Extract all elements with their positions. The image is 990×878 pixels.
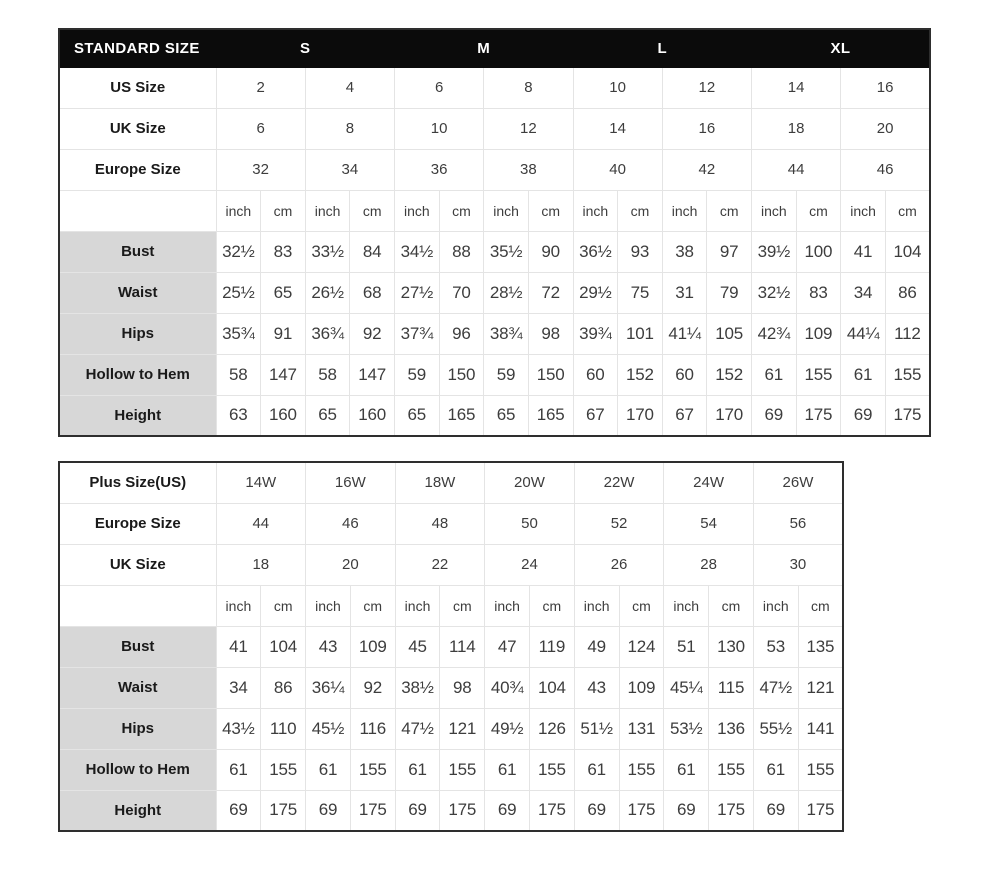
measure-cell: 131	[619, 708, 664, 749]
size-cell: 12	[662, 67, 751, 108]
measure-cell: 79	[707, 272, 752, 313]
measure-cell: 25½	[216, 272, 261, 313]
size-cell: 50	[485, 503, 575, 544]
measure-cell: 32½	[216, 231, 261, 272]
measure-cell: 165	[528, 395, 573, 436]
measure-cell: 136	[709, 708, 754, 749]
measure-cell: 90	[528, 231, 573, 272]
measure-cell: 101	[618, 313, 663, 354]
measure-cell: 165	[439, 395, 484, 436]
size-row	[59, 108, 930, 149]
measure-cell: 43	[306, 626, 351, 667]
size-cell: 18	[216, 544, 306, 585]
size-cell: 26	[574, 544, 664, 585]
measure-cell: 150	[528, 354, 573, 395]
size-cell: 16W	[306, 462, 396, 503]
measure-cell: 61	[753, 749, 798, 790]
unit-cell: cm	[440, 585, 485, 626]
measure-cell: 170	[707, 395, 752, 436]
unit-cell: cm	[350, 585, 395, 626]
size-cell: 14	[573, 108, 662, 149]
measure-cell: 49	[574, 626, 619, 667]
measure-cell: 26½	[305, 272, 350, 313]
measure-cell: 175	[885, 395, 930, 436]
size-cell: 24W	[664, 462, 754, 503]
measure-cell: 32½	[752, 272, 797, 313]
measure-cell: 96	[439, 313, 484, 354]
size-cell: 10	[573, 67, 662, 108]
measure-cell: 104	[885, 231, 930, 272]
size-cell: 42	[662, 149, 751, 190]
measure-cell: 49½	[485, 708, 530, 749]
measure-cell: 116	[350, 708, 395, 749]
size-cell: 44	[752, 149, 841, 190]
measure-cell: 43½	[216, 708, 261, 749]
unit-row-spacer	[59, 585, 216, 626]
size-group-l: L	[573, 29, 752, 67]
size-row	[59, 544, 843, 585]
measure-cell: 60	[662, 354, 707, 395]
size-cell: 8	[484, 67, 573, 108]
measure-cell: 155	[619, 749, 664, 790]
measure-cell: 35¾	[216, 313, 261, 354]
measure-cell: 175	[529, 790, 574, 831]
size-row	[59, 462, 843, 503]
measure-cell: 175	[796, 395, 841, 436]
size-cell: 18	[752, 108, 841, 149]
measure-cell: 126	[529, 708, 574, 749]
measure-cell: 72	[528, 272, 573, 313]
unit-cell: inch	[753, 585, 798, 626]
unit-cell: cm	[707, 190, 752, 231]
size-cell: 18W	[395, 462, 485, 503]
measure-cell: 121	[440, 708, 485, 749]
measure-cell: 29½	[573, 272, 618, 313]
measure-cell: 53	[753, 626, 798, 667]
measure-cell: 69	[485, 790, 530, 831]
unit-cell: inch	[395, 190, 440, 231]
unit-cell: cm	[796, 190, 841, 231]
measure-row	[59, 749, 843, 790]
measure-cell: 31	[662, 272, 707, 313]
row-label: US Size	[59, 67, 216, 108]
size-cell: 40	[573, 149, 662, 190]
size-cell: 20	[306, 544, 396, 585]
measure-row	[59, 667, 843, 708]
unit-cell: inch	[485, 585, 530, 626]
measure-cell: 69	[216, 790, 261, 831]
measure-cell: 83	[796, 272, 841, 313]
size-cell: 16	[841, 67, 930, 108]
row-label: Waist	[59, 667, 216, 708]
plus-table-body	[59, 462, 843, 831]
row-label: Height	[59, 395, 216, 436]
row-label: UK Size	[59, 544, 216, 585]
unit-cell: cm	[439, 190, 484, 231]
measure-cell: 41	[841, 231, 886, 272]
measure-cell: 152	[707, 354, 752, 395]
measure-cell: 160	[261, 395, 306, 436]
measure-cell: 119	[529, 626, 574, 667]
measure-cell: 98	[528, 313, 573, 354]
measure-cell: 147	[261, 354, 306, 395]
measure-cell: 88	[439, 231, 484, 272]
measure-cell: 69	[664, 790, 709, 831]
measure-cell: 45¼	[664, 667, 709, 708]
unit-cell: cm	[798, 585, 843, 626]
size-cell: 56	[753, 503, 843, 544]
unit-cell: inch	[306, 585, 351, 626]
unit-cell: cm	[261, 585, 306, 626]
size-cell: 52	[574, 503, 664, 544]
measure-cell: 36¾	[305, 313, 350, 354]
measure-cell: 92	[350, 313, 395, 354]
row-label: Europe Size	[59, 503, 216, 544]
measure-cell: 27½	[395, 272, 440, 313]
measure-cell: 61	[485, 749, 530, 790]
unit-cell: cm	[261, 190, 306, 231]
measure-row	[59, 626, 843, 667]
standard-size-title: STANDARD SIZE	[59, 29, 216, 67]
size-cell: 20	[841, 108, 930, 149]
row-label: UK Size	[59, 108, 216, 149]
size-cell: 10	[395, 108, 484, 149]
size-cell: 16	[662, 108, 751, 149]
unit-cell: cm	[709, 585, 754, 626]
row-label: Europe Size	[59, 149, 216, 190]
plus-size-table	[58, 461, 844, 832]
measure-row	[59, 708, 843, 749]
measure-cell: 60	[573, 354, 618, 395]
measure-cell: 65	[395, 395, 440, 436]
measure-row	[59, 790, 843, 831]
measure-cell: 61	[752, 354, 797, 395]
row-label: Hips	[59, 708, 216, 749]
measure-cell: 92	[350, 667, 395, 708]
size-row	[59, 503, 843, 544]
row-label: Waist	[59, 272, 216, 313]
measure-cell: 155	[796, 354, 841, 395]
measure-cell: 69	[306, 790, 351, 831]
size-cell: 54	[664, 503, 754, 544]
size-cell: 4	[305, 67, 394, 108]
row-label: Bust	[59, 231, 216, 272]
size-cell: 20W	[485, 462, 575, 503]
measure-cell: 93	[618, 231, 663, 272]
size-row	[59, 67, 930, 108]
measure-cell: 55½	[753, 708, 798, 749]
size-cell: 14	[752, 67, 841, 108]
measure-cell: 70	[439, 272, 484, 313]
measure-cell: 53½	[664, 708, 709, 749]
measure-cell: 114	[440, 626, 485, 667]
measure-cell: 47½	[395, 708, 440, 749]
unit-cell: cm	[618, 190, 663, 231]
measure-cell: 41	[216, 626, 261, 667]
measure-cell: 135	[798, 626, 843, 667]
measure-cell: 68	[350, 272, 395, 313]
measure-cell: 63	[216, 395, 261, 436]
measure-cell: 155	[885, 354, 930, 395]
unit-cell: inch	[573, 190, 618, 231]
row-label: Hips	[59, 313, 216, 354]
measure-cell: 121	[798, 667, 843, 708]
measure-row	[59, 272, 930, 313]
unit-cell: inch	[574, 585, 619, 626]
measure-cell: 33½	[305, 231, 350, 272]
measure-cell: 34	[216, 667, 261, 708]
measure-cell: 160	[350, 395, 395, 436]
size-cell: 14W	[216, 462, 306, 503]
size-cell: 6	[395, 67, 484, 108]
measure-cell: 112	[885, 313, 930, 354]
measure-cell: 61	[574, 749, 619, 790]
measure-row	[59, 395, 930, 436]
measure-cell: 40¾	[485, 667, 530, 708]
measure-cell: 61	[841, 354, 886, 395]
measure-cell: 69	[395, 790, 440, 831]
measure-cell: 141	[798, 708, 843, 749]
measure-cell: 34½	[395, 231, 440, 272]
measure-cell: 38½	[395, 667, 440, 708]
measure-cell: 47	[485, 626, 530, 667]
unit-row	[59, 190, 930, 231]
measure-cell: 147	[350, 354, 395, 395]
measure-cell: 59	[484, 354, 529, 395]
size-cell: 26W	[753, 462, 843, 503]
measure-cell: 86	[261, 667, 306, 708]
size-cell: 12	[484, 108, 573, 149]
unit-cell: inch	[664, 585, 709, 626]
measure-cell: 51	[664, 626, 709, 667]
measure-cell: 91	[261, 313, 306, 354]
size-cell: 28	[664, 544, 754, 585]
unit-cell: inch	[395, 585, 440, 626]
size-group-m: M	[395, 29, 574, 67]
size-row	[59, 149, 930, 190]
measure-cell: 84	[350, 231, 395, 272]
measure-cell: 59	[395, 354, 440, 395]
measure-cell: 105	[707, 313, 752, 354]
measure-cell: 42¾	[752, 313, 797, 354]
measure-cell: 61	[216, 749, 261, 790]
measure-cell: 43	[574, 667, 619, 708]
measure-cell: 83	[261, 231, 306, 272]
measure-cell: 104	[261, 626, 306, 667]
measure-cell: 155	[440, 749, 485, 790]
unit-cell: cm	[528, 190, 573, 231]
unit-cell: cm	[350, 190, 395, 231]
measure-cell: 61	[306, 749, 351, 790]
measure-cell: 34	[841, 272, 886, 313]
measure-cell: 38	[662, 231, 707, 272]
unit-row	[59, 585, 843, 626]
size-cell: 6	[216, 108, 305, 149]
measure-cell: 175	[350, 790, 395, 831]
unit-row-spacer	[59, 190, 216, 231]
measure-cell: 152	[618, 354, 663, 395]
row-label: Hollow to Hem	[59, 354, 216, 395]
measure-cell: 39½	[752, 231, 797, 272]
measure-cell: 155	[798, 749, 843, 790]
standard-header-row	[59, 29, 930, 67]
measure-cell: 100	[796, 231, 841, 272]
measure-cell: 61	[664, 749, 709, 790]
measure-cell: 58	[305, 354, 350, 395]
measure-cell: 110	[261, 708, 306, 749]
measure-cell: 45½	[306, 708, 351, 749]
measure-cell: 155	[529, 749, 574, 790]
measure-cell: 67	[573, 395, 618, 436]
unit-cell: inch	[216, 190, 261, 231]
measure-cell: 170	[618, 395, 663, 436]
measure-cell: 97	[707, 231, 752, 272]
row-label: Plus Size(US)	[59, 462, 216, 503]
measure-cell: 150	[439, 354, 484, 395]
row-label: Hollow to Hem	[59, 749, 216, 790]
measure-row	[59, 231, 930, 272]
measure-cell: 155	[709, 749, 754, 790]
size-cell: 32	[216, 149, 305, 190]
size-cell: 36	[395, 149, 484, 190]
measure-cell: 86	[885, 272, 930, 313]
unit-cell: inch	[752, 190, 797, 231]
measure-cell: 35½	[484, 231, 529, 272]
measure-cell: 175	[440, 790, 485, 831]
measure-cell: 155	[261, 749, 306, 790]
measure-cell: 28½	[484, 272, 529, 313]
measure-cell: 37¾	[395, 313, 440, 354]
measure-cell: 130	[709, 626, 754, 667]
standard-size-table	[58, 28, 931, 437]
measure-cell: 175	[798, 790, 843, 831]
measure-cell: 109	[619, 667, 664, 708]
size-cell: 48	[395, 503, 485, 544]
unit-cell: cm	[885, 190, 930, 231]
measure-cell: 69	[752, 395, 797, 436]
standard-table-body	[59, 67, 930, 436]
measure-cell: 175	[261, 790, 306, 831]
measure-cell: 109	[796, 313, 841, 354]
measure-cell: 67	[662, 395, 707, 436]
measure-cell: 65	[261, 272, 306, 313]
unit-cell: cm	[529, 585, 574, 626]
size-cell: 38	[484, 149, 573, 190]
unit-cell: inch	[305, 190, 350, 231]
measure-row	[59, 354, 930, 395]
measure-cell: 175	[619, 790, 664, 831]
measure-cell: 109	[350, 626, 395, 667]
measure-cell: 36½	[573, 231, 618, 272]
size-cell: 24	[485, 544, 575, 585]
measure-cell: 104	[529, 667, 574, 708]
measure-cell: 65	[305, 395, 350, 436]
measure-cell: 45	[395, 626, 440, 667]
size-cell: 46	[306, 503, 396, 544]
measure-cell: 98	[440, 667, 485, 708]
size-cell: 30	[753, 544, 843, 585]
unit-cell: inch	[662, 190, 707, 231]
row-label: Bust	[59, 626, 216, 667]
measure-cell: 41¼	[662, 313, 707, 354]
size-cell: 22W	[574, 462, 664, 503]
size-group-s: S	[216, 29, 395, 67]
size-cell: 2	[216, 67, 305, 108]
unit-cell: inch	[841, 190, 886, 231]
size-cell: 46	[841, 149, 930, 190]
row-label: Height	[59, 790, 216, 831]
measure-cell: 36¼	[306, 667, 351, 708]
measure-cell: 124	[619, 626, 664, 667]
measure-cell: 39¾	[573, 313, 618, 354]
measure-cell: 69	[841, 395, 886, 436]
unit-cell: inch	[484, 190, 529, 231]
measure-cell: 38¾	[484, 313, 529, 354]
measure-cell: 115	[709, 667, 754, 708]
measure-cell: 44¼	[841, 313, 886, 354]
size-cell: 44	[216, 503, 306, 544]
size-cell: 22	[395, 544, 485, 585]
size-cell: 34	[305, 149, 394, 190]
measure-cell: 65	[484, 395, 529, 436]
measure-cell: 69	[753, 790, 798, 831]
measure-cell: 175	[709, 790, 754, 831]
measure-cell: 51½	[574, 708, 619, 749]
measure-cell: 155	[350, 749, 395, 790]
measure-cell: 69	[574, 790, 619, 831]
size-group-xl: XL	[752, 29, 931, 67]
measure-cell: 58	[216, 354, 261, 395]
size-cell: 8	[305, 108, 394, 149]
measure-cell: 47½	[753, 667, 798, 708]
measure-row	[59, 313, 930, 354]
unit-cell: inch	[216, 585, 261, 626]
measure-cell: 61	[395, 749, 440, 790]
unit-cell: cm	[619, 585, 664, 626]
measure-cell: 75	[618, 272, 663, 313]
